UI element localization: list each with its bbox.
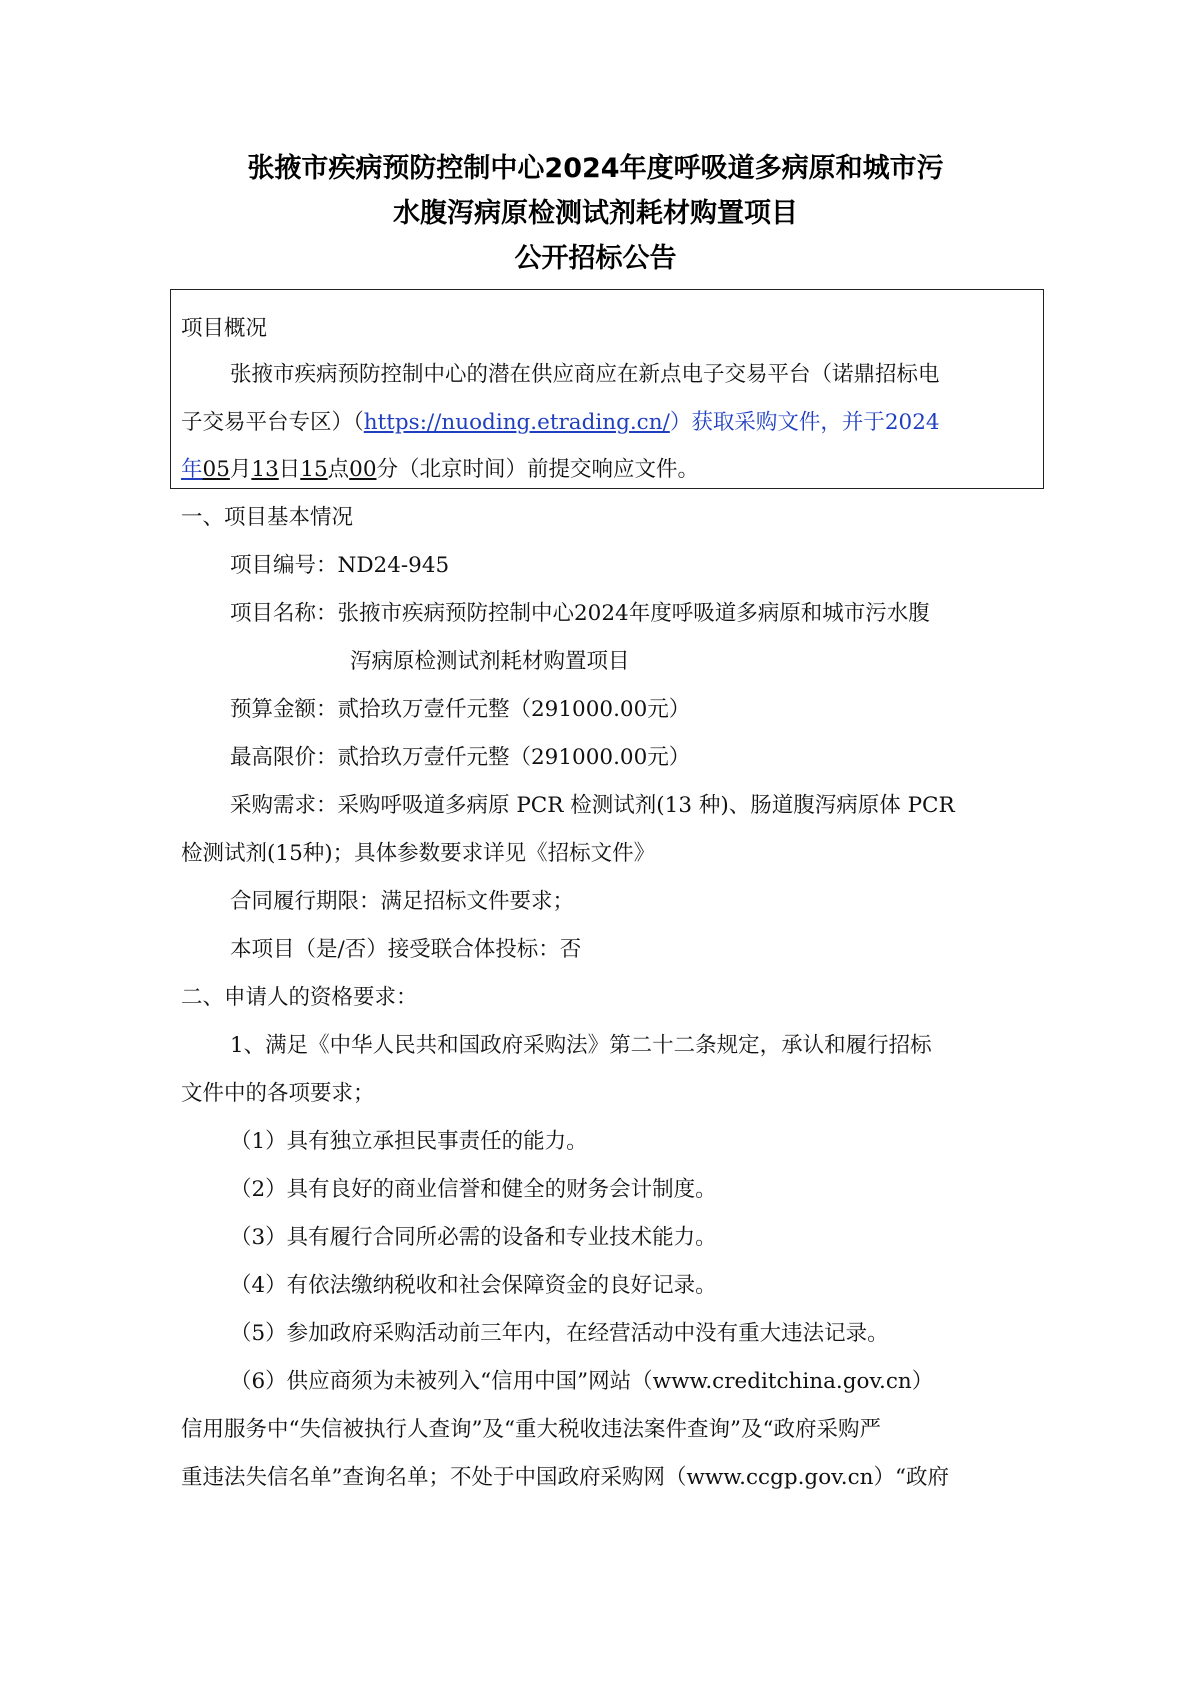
deadline-year: 2024 xyxy=(884,410,940,435)
section-1-heading: 一、项目基本情况 xyxy=(181,505,354,530)
overview-text-line-3 xyxy=(181,452,699,483)
requirement-item: （3）具有履行合同所必需的设备和专业技术能力。 xyxy=(230,1225,717,1250)
project-name-line-2: 泻病原检测试剂耗材购置项目 xyxy=(350,649,630,674)
requirement-item: （4）有依法缴纳税收和社会保障资金的良好记录。 xyxy=(230,1273,717,1298)
overview-suffix: ）获取采购文件，并于 xyxy=(669,410,885,435)
hour-unit: 点 xyxy=(327,457,350,482)
max-price: 最高限价：贰拾玖万壹仟元整（291000.00元） xyxy=(230,745,691,770)
requirement-item: （2）具有良好的商业信誉和健全的财务会计制度。 xyxy=(230,1177,717,1202)
overview-text-line-1: 张掖市疾病预防控制中心的潜在供应商应在新点电子交易平台（诺鼎招标电 xyxy=(230,362,940,387)
project-number: 项目编号：ND24-945 xyxy=(230,553,450,578)
title-line-1: 张掖市疾病预防控制中心2024年度呼吸道多病原和城市污 xyxy=(247,153,944,184)
platform-link[interactable]: https://nuoding.etrading.cn/ xyxy=(363,410,670,435)
budget-amount: 预算金额：贰拾玖万壹仟元整（291000.00元） xyxy=(230,697,691,722)
deadline-month: 05 xyxy=(202,457,230,482)
requirement-6-line-3: 重违法失信名单”查询名单；不处于中国政府采购网（www.ccgp.gov.cn）“政府 xyxy=(181,1465,949,1490)
title-line-2: 水腹泻病原检测试剂耗材购置项目 xyxy=(393,198,798,229)
overview-prefix: 子交易平台专区）（ xyxy=(181,410,364,435)
requirement-6-line-2: 信用服务中“失信被执行人查询”及“重大税收违法案件查询”及“政府采购严 xyxy=(181,1417,881,1442)
contract-period: 合同履行期限：满足招标文件要求； xyxy=(230,889,575,914)
month-unit: 月 xyxy=(229,457,252,482)
requirement-6-line-1: （6）供应商须为未被列入“信用中国”网站（www.creditchina.gov.cn） xyxy=(230,1369,934,1394)
consortium-bid: 本项目（是/否）接受联合体投标：否 xyxy=(230,937,582,962)
section-2-heading: 二、申请人的资格要求： xyxy=(181,985,418,1010)
day-unit: 日 xyxy=(278,457,301,482)
title-line-3: 公开招标公告 xyxy=(514,243,677,274)
demand-line-2: 检测试剂(15种)；具体参数要求详见《招标文件》 xyxy=(181,841,656,866)
minute-unit: 分（北京时间）前提交响应文件。 xyxy=(376,457,700,482)
deadline-hour: 15 xyxy=(300,457,328,482)
overview-text-line-2 xyxy=(181,405,940,436)
deadline-day: 13 xyxy=(251,457,279,482)
requirement-item: （1）具有独立承担民事责任的能力。 xyxy=(230,1129,588,1154)
project-name-line-1: 项目名称：张掖市疾病预防控制中心2024年度呼吸道多病原和城市污水腹 xyxy=(230,601,930,626)
requirement-1-line-1: 1、满足《中华人民共和国政府采购法》第二十二条规定，承认和履行招标 xyxy=(230,1033,932,1058)
deadline-minute: 00 xyxy=(349,457,377,482)
overview-heading: 项目概况 xyxy=(181,316,268,341)
demand-line-1: 采购需求：采购呼吸道多病原 PCR 检测试剂(13 种)、肠道腹泻病原体 PCR xyxy=(230,793,955,818)
year-unit: 年 xyxy=(181,457,203,482)
requirement-1-line-2: 文件中的各项要求； xyxy=(181,1081,375,1106)
requirement-item: （5）参加政府采购活动前三年内，在经营活动中没有重大违法记录。 xyxy=(230,1321,889,1346)
